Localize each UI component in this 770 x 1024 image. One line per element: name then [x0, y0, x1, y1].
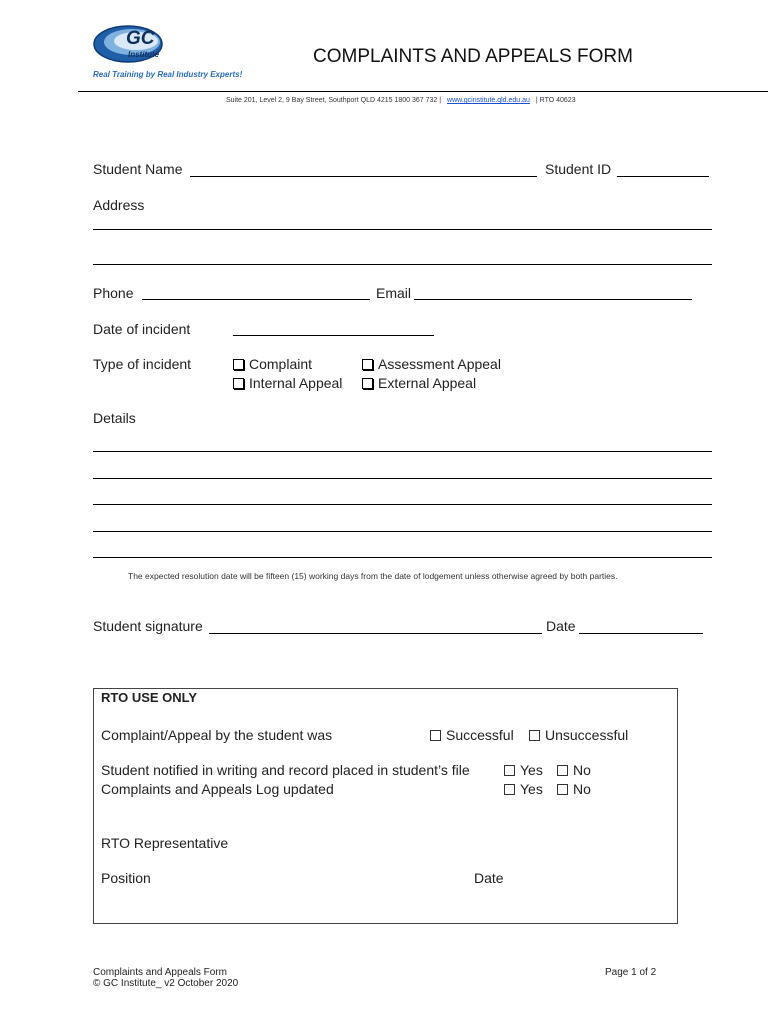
student-id-field[interactable] — [617, 176, 709, 177]
date-of-incident-field[interactable] — [233, 335, 434, 336]
phone-field[interactable] — [142, 299, 370, 300]
complaint-option[interactable]: Complaint — [233, 356, 312, 372]
notified-label: Student notified in writing and record placed in student’s file — [101, 762, 470, 778]
external-appeal-checkbox[interactable] — [362, 378, 373, 389]
logo-text: GC — [126, 28, 155, 49]
notified-no-checkbox[interactable] — [557, 765, 568, 776]
address-label: Address — [93, 197, 145, 213]
successful-option[interactable]: Successful — [430, 727, 514, 743]
page-title: COMPLAINTS AND APPEALS FORM — [313, 46, 633, 67]
address-text: Suite 201, Level 2, 9 Bay Street, Southport QLD 4215 1800 367 732 | — [226, 97, 442, 104]
log-label: Complaints and Appeals Log updated — [101, 781, 334, 797]
complaint-checkbox[interactable] — [233, 359, 244, 370]
logo — [92, 22, 172, 68]
assessment-appeal-option[interactable]: Assessment Appeal — [362, 356, 501, 372]
log-no-option[interactable]: No — [557, 781, 591, 797]
rto-date-label: Date — [474, 870, 504, 886]
rto-number: | RTO 40623 — [535, 97, 576, 104]
log-yes-checkbox[interactable] — [504, 784, 515, 795]
student-signature-label: Student signature — [93, 618, 203, 634]
outcome-label: Complaint/Appeal by the student was — [101, 727, 333, 743]
footer-doc-name: Complaints and Appeals Form — [93, 967, 227, 978]
phone-label: Phone — [93, 285, 134, 301]
address-line-1[interactable] — [93, 229, 712, 230]
details-line-5[interactable] — [93, 557, 712, 558]
details-line-1[interactable] — [93, 451, 712, 452]
notified-no-option[interactable]: No — [557, 762, 591, 778]
website-link[interactable]: www.gcinstitute.qld.edu.au — [447, 97, 530, 104]
contact-bar — [226, 97, 576, 104]
details-label: Details — [93, 410, 136, 426]
internal-appeal-checkbox[interactable] — [233, 378, 244, 389]
details-line-3[interactable] — [93, 504, 712, 505]
rto-heading: RTO USE ONLY — [101, 690, 198, 705]
rto-use-only-box — [93, 688, 678, 924]
details-line-2[interactable] — [93, 478, 712, 479]
resolution-notice: The expected resolution date will be fifteen (15) working days from the date of lodgement unless otherwise agreed by both parties. — [128, 571, 618, 581]
log-yes-option[interactable]: Yes — [504, 781, 543, 797]
student-name-field[interactable] — [190, 176, 537, 177]
signature-date-field[interactable] — [579, 633, 703, 634]
internal-appeal-option[interactable]: Internal Appeal — [233, 375, 342, 391]
email-field[interactable] — [414, 299, 692, 300]
signature-date-label: Date — [546, 618, 576, 634]
email-label: Email — [376, 285, 412, 301]
successful-checkbox[interactable] — [430, 730, 441, 741]
assessment-appeal-checkbox[interactable] — [362, 359, 373, 370]
date-of-incident-label: Date of incident — [93, 321, 191, 337]
log-no-checkbox[interactable] — [557, 784, 568, 795]
position-label: Position — [101, 870, 151, 886]
notified-yes-checkbox[interactable] — [504, 765, 515, 776]
unsuccessful-option[interactable]: Unsuccessful — [529, 727, 628, 743]
unsuccessful-checkbox[interactable] — [529, 730, 540, 741]
details-line-4[interactable] — [93, 531, 712, 532]
student-id-label: Student ID — [545, 161, 612, 177]
rto-representative-label: RTO Representative — [101, 835, 229, 851]
tagline: Real Training by Real Industry Experts! — [93, 70, 243, 79]
address-line-2[interactable] — [93, 264, 712, 265]
external-appeal-option[interactable]: External Appeal — [362, 375, 476, 391]
footer-version: © GC Institute_ v2 October 2020 — [93, 978, 239, 989]
student-signature-field[interactable] — [209, 633, 542, 634]
logo-subtext: Institute — [128, 50, 160, 59]
student-name-label: Student Name — [93, 161, 183, 177]
type-of-incident-label: Type of incident — [93, 356, 192, 372]
notified-yes-option[interactable]: Yes — [504, 762, 543, 778]
header-divider — [78, 91, 768, 92]
footer-page-number: Page 1 of 2 — [605, 967, 657, 978]
